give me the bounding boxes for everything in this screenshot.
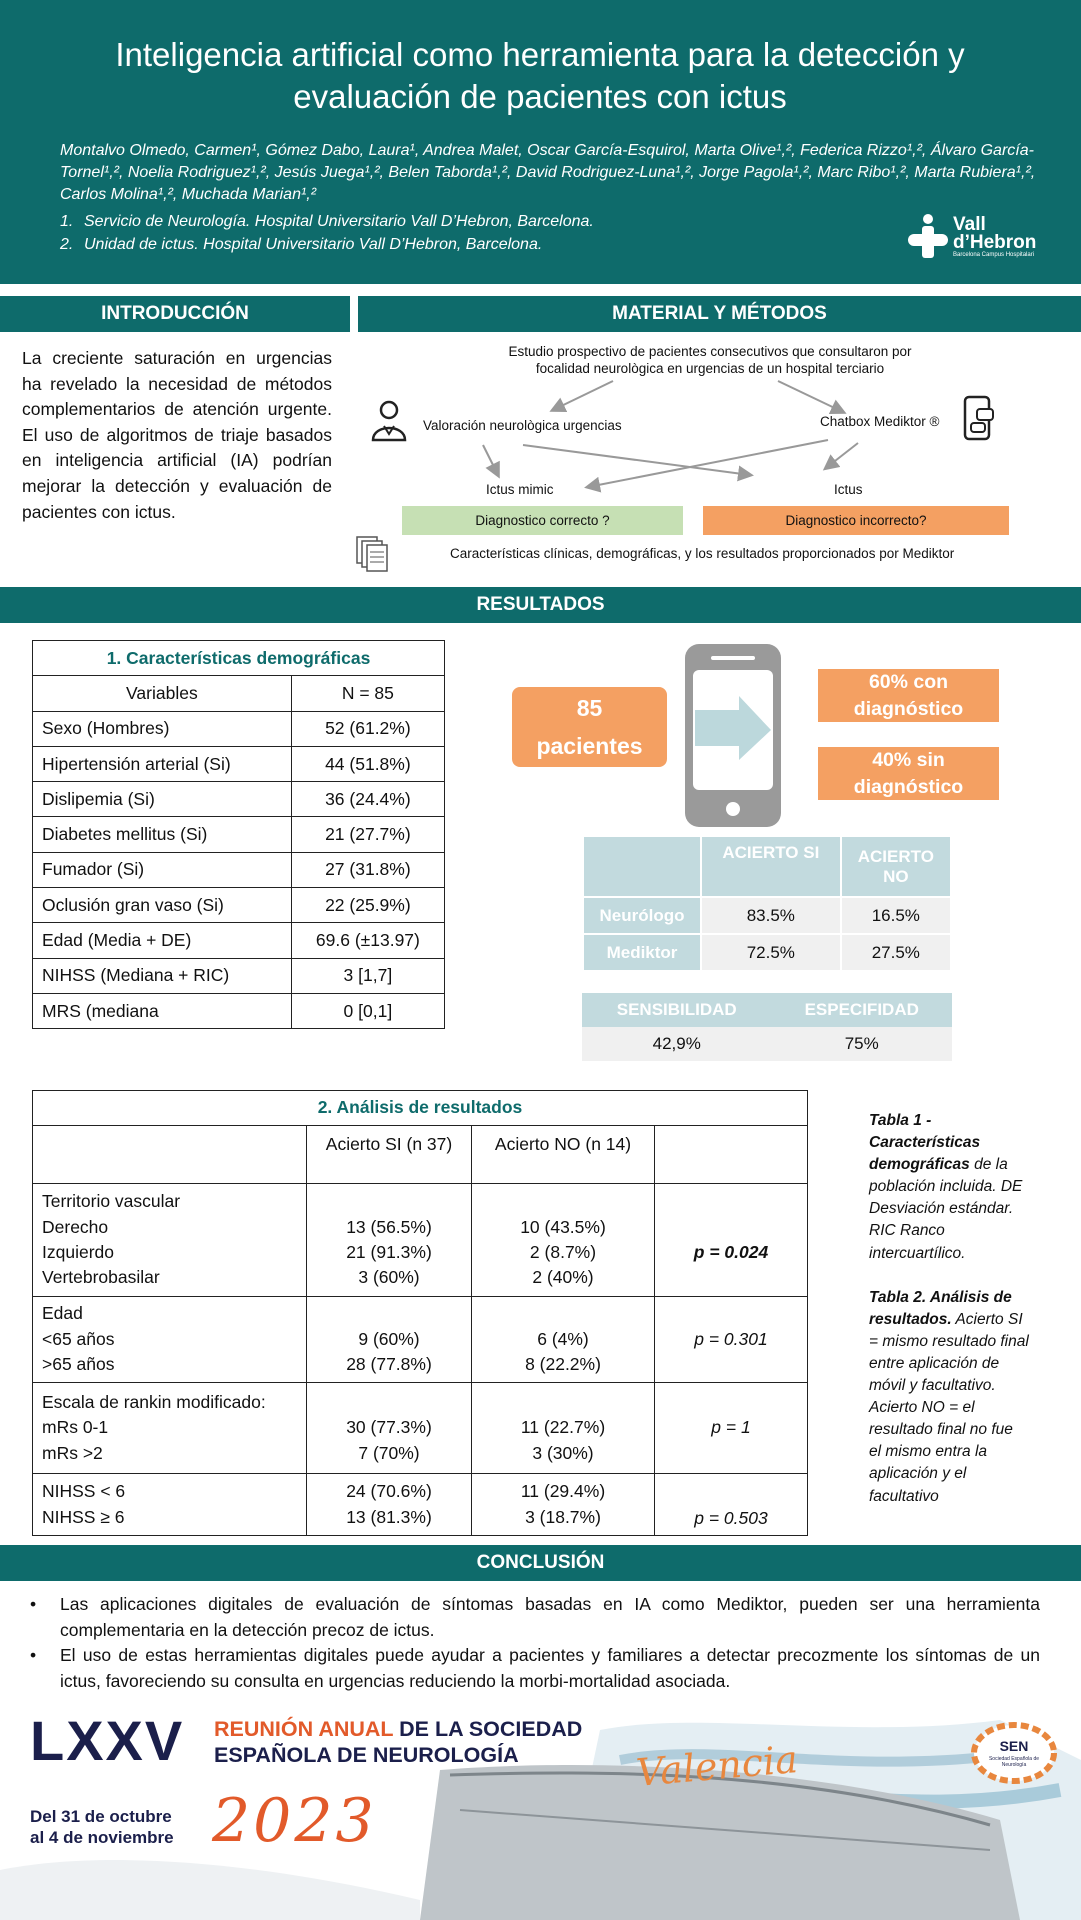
meeting-dates: Del 31 de octubre al 4 de noviembre (30, 1807, 174, 1847)
results-heading: RESULTADOS (0, 587, 1081, 623)
table1-note: Tabla 1 - Características demográficas de la población incluida. DE Desviación estándar. RIC Ranco intercuartílico. (869, 1112, 1023, 1262)
edition-number: LXXV (30, 1709, 185, 1772)
smartphone-chat-icon (963, 395, 995, 441)
diagnostico-correcto-box: Diagnostico correcto ? (402, 506, 683, 535)
table-row: Diabetes mellitus (Si) 21 (27.7%) (33, 817, 445, 852)
table-row: NIHSS < 6 NIHSS ≥ 6 24 (70.6%) 13 (81.3%) 11 (29.4%) 3 (18.7%) p = 0.503 (33, 1474, 808, 1536)
analysis-table (32, 1090, 808, 1536)
without-diagnosis-box: 40% sin diagnóstico (818, 747, 999, 800)
intro-heading: INTRODUCCIÓN (0, 296, 350, 332)
table-row: MRS (mediana 0 [0,1] (33, 993, 445, 1028)
table-row: Dislipemia (Si) 36 (24.4%) (33, 782, 445, 817)
sen-logo: SEN Sociedad Española de Neurología (970, 1720, 1058, 1786)
conclusion-list (30, 1592, 1040, 1694)
vall-hebron-logo (905, 214, 1055, 260)
affiliation-2: 2. Unidad de ictus. Hospital Universitario Vall D’Hebron, Barcelona. (60, 236, 543, 253)
title-line-2: evaluación de pacientes con ictus (293, 78, 787, 115)
methods-heading: MATERIAL Y MÉTODOS (358, 296, 1081, 332)
city-name: Valencia (634, 1737, 800, 1795)
authors: Montalvo Olmedo, Carmen¹, Gómez Dabo, Laura¹, Andrea Malet, Oscar García-Esquirol, Marta Olive¹,², Federica Rizzo¹,², Álvaro García-Tornel¹,², Noelia Rodriguez¹,², Jesús Juega¹,², Belen Taborda¹,², David Rodriguez-Luna¹,², Jorge Pagola¹,², Marc Ribo¹,², Marta Rubiera¹,², Carlos Molina¹,², Muchada Marian¹,² (60, 142, 1036, 203)
title-line-1: Inteligencia artificial como herramienta para la detección y (115, 36, 965, 73)
table-row: 42,9% 75% (582, 1027, 952, 1061)
affiliations (60, 210, 860, 256)
especifidad-header: ESPECIFIDAD (771, 993, 952, 1027)
patients-count-box (512, 687, 667, 767)
accuracy-table (582, 837, 952, 972)
diagnostico-incorrecto-box: Diagnostico incorrecto? (703, 506, 1009, 535)
poster-title (40, 34, 1040, 118)
table-notes (869, 1110, 1029, 1508)
patients-label: pacientes (536, 733, 643, 759)
ictus-mimic-label: Ictus mimic (486, 482, 554, 497)
conclusion-heading: CONCLUSIÓN (0, 1545, 1081, 1581)
methods-description: Estudio prospectivo de pacientes consecutivos que consultaron por focalidad neurològica en urgencias de un hospital terciario (508, 344, 912, 376)
sensibilidad-header: SENSIBILIDAD (582, 993, 771, 1027)
logo-subtitle: Barcelona Campus Hospitalari (953, 252, 1035, 258)
list-item: • Las aplicaciones digitales de evaluación de síntomas basadas en IA como Mediktor, pueden ser una herramienta complementaria en la detección precoz de ictus. (30, 1592, 1040, 1643)
table-row: Territorio vascular Derecho Izquierdo Vertebrobasilar 13 (56.5%) 21 (91.3%) 3 (60%) 10 (43.5%) 2 (8.7%) 2 (40%) p = 0.024 (33, 1184, 808, 1297)
logo-text: Vall d’Hebron (953, 214, 1037, 253)
meeting-year: 2023 (212, 1786, 377, 1856)
table-row: Hipertensión arterial (Si) 44 (51.8%) (33, 746, 445, 781)
acierto-si-header: ACIERTO SI (701, 837, 841, 897)
doctor-icon (370, 398, 408, 442)
patients-number: 85 (576, 695, 603, 721)
table-row: Mediktor 72.5% 27.5% (583, 934, 951, 971)
table-row: Neurólogo 83.5% 16.5% (583, 897, 951, 934)
table-row: Edad <65 años >65 años 9 (60%) 28 (77.8%) 6 (4%) 8 (22.2%) p = 0.301 (33, 1297, 808, 1383)
table-row: Edad (Media + DE) 69.6 (±13.97) (33, 923, 445, 958)
meeting-title: REUNIÓN ANUAL DE LA SOCIEDAD ESPAÑOLA DE NEUROLOGÍA (214, 1717, 583, 1767)
table-row: Oclusión gran vaso (Si) 22 (25.9%) (33, 888, 445, 923)
documents-icon (355, 535, 391, 573)
valoracion-label: Valoración neurològica urgencias (423, 418, 622, 433)
table2-col-no: Acierto NO (n 14) (472, 1126, 655, 1184)
sensitivity-table (582, 993, 952, 1061)
chatbox-label: Chatbox Mediktor ® (820, 414, 940, 429)
affiliation-1: 1. Servicio de Neurología. Hospital Universitario Vall D’Hebron, Barcelona. (60, 213, 594, 230)
table1-col-variables: Variables (33, 676, 292, 711)
table1-col-n: N = 85 (291, 676, 444, 711)
vall-hebron-cross-icon (905, 214, 951, 260)
table-row: Escala de rankin modificado: mRs 0-1 mRs >2 30 (77.3%) 7 (70%) 11 (22.7%) 3 (30%) p = 1 (33, 1383, 808, 1474)
list-item: • El uso de estas herramientas digitales puede ayudar a pacientes y familiares a detectar precozmente los síntomas de un ictus, favoreciendo su consulta en urgencias reduciendo la morbi-mortalidad asociada. (30, 1643, 1040, 1694)
smartphone-icon (683, 642, 783, 829)
intro-text: La creciente saturación en urgencias ha revelado la necesidad de métodos complementarios de atención urgente. El uso de algoritmos de triaje basados en inteligencia artificial (IA) podrían mejorar la detección y evaluación de pacientes con ictus. (22, 348, 332, 522)
acierto-no-header: ACIERTO NO (841, 837, 951, 897)
table2-col-si: Acierto SI (n 37) (307, 1126, 472, 1184)
demographics-table (32, 640, 445, 1029)
p-value: p = 1 (655, 1383, 808, 1474)
table-row: Sexo (Hombres) 52 (61.2%) (33, 711, 445, 746)
table2-title: 2. Análisis de resultados (33, 1091, 808, 1126)
caracteristicas-label: Características clínicas, demográficas, y los resultados proporcionados por Mediktor (450, 546, 955, 561)
table-row: NIHSS (Mediana + RIC) 3 [1,7] (33, 958, 445, 993)
with-diagnosis-box: 60% con diagnóstico (818, 669, 999, 722)
table1-title: 1. Características demográficas (33, 641, 445, 676)
ictus-label: Ictus (834, 482, 863, 497)
p-value: p = 0.024 (655, 1184, 808, 1297)
table-row: Fumador (Si) 27 (31.8%) (33, 852, 445, 887)
p-value: p = 0.503 (655, 1474, 808, 1536)
p-value: p = 0.301 (655, 1297, 808, 1383)
table2-note: Tabla 2. Análisis de resultados. Acierto SI = mismo resultado final entre aplicación de móvil y facultativo. Acierto NO = el resultado final no fue el mismo entra la aplicación y el facultativo (869, 1288, 1029, 1505)
